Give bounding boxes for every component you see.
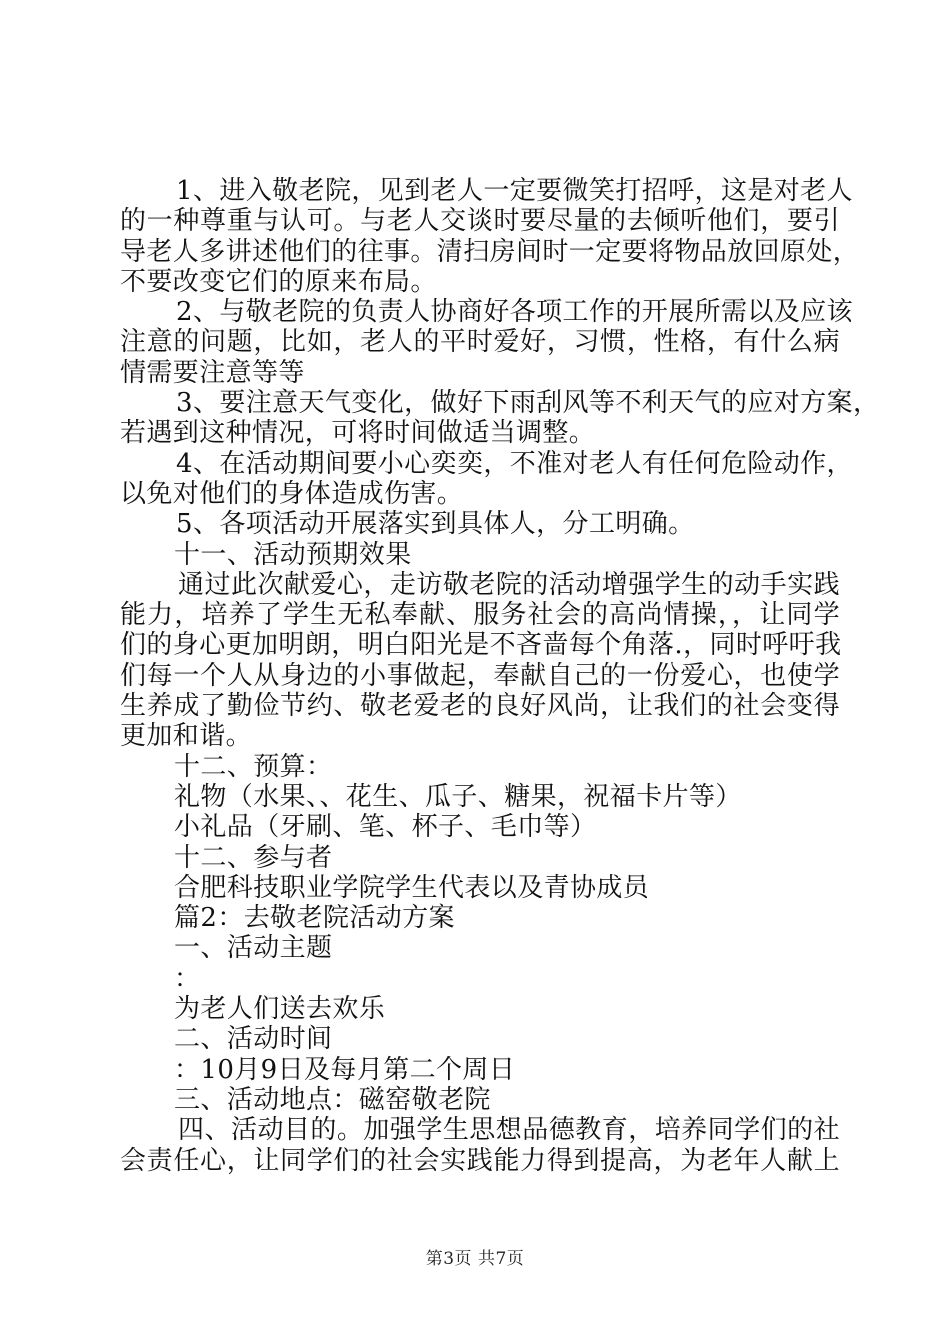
section-heading: 十二、参与者 [174,842,333,873]
text-line: 更加和谐。 [120,721,253,752]
text-line: ： [174,963,201,994]
section-heading: 三、活动地点：磁窑敬老院 [174,1084,491,1115]
text-line: 4、在活动期间要小心奕奕，不准对老人有任何危险动作， [176,448,853,479]
text-line: 导老人多讲述他们的往事。清扫房间时一定要将物品放回原处， [120,236,860,267]
text-line: ：10月9日及每月第二个周日 [174,1054,516,1085]
text-line: 为老人们送去欢乐 [174,994,386,1025]
text-line: 礼物（水果、、花生、瓜子、糖果，祝福卡片等） [174,781,742,812]
text-line: 5、各项活动开展落实到具体人，分工明确。 [176,509,695,540]
text-line: 会责任心，让同学们的社会实践能力得到提高，为老年人献上 [120,1145,840,1176]
text-line: 若遇到这种情况，可将时间做适当调整。 [120,418,596,449]
article-heading: 篇2：去敬老院活动方案 [174,903,455,934]
text-line: 3、要注意天气变化，做好下雨刮风等不利天气的应对方案， [176,388,880,419]
text-line: 能力，培养了学生无私奉献、服务社会的高尚情操，，让同学 [120,600,840,631]
section-heading: 二、活动时间 [174,1024,333,1055]
text-line: 生养成了勤俭节约、敬老爱老的良好风尚，让我们的社会变得 [120,691,840,722]
section-heading: 十一、活动预期效果 [174,539,412,570]
text-line: 注意的问题，比如，老人的平时爱好，习惯，性格，有什么病 [120,327,840,358]
text-line: 合肥科技职业学院学生代表以及青协成员 [174,872,650,903]
text-line: 的一种尊重与认可。与老人交谈时要尽量的去倾听他们，要引 [120,206,840,237]
text-line: 们每一个人从身边的小事做起，奉献自己的一份爱心，也使学 [120,660,840,691]
text-line: 通过此次献爱心，走访敬老院的活动增强学生的动手实践 [178,569,840,600]
text-line: 2、与敬老院的负责人协商好各项工作的开展所需以及应该 [176,297,853,328]
text-line: 们的身心更加明朗，明白阳光是不吝啬每个角落.，同时呼吁我 [120,630,842,661]
text-line: 小礼品（牙刷、笔、杯子、毛巾等） [174,812,597,843]
section-heading: 一、活动主题 [174,933,333,964]
text-line: 情需要注意等等 [120,357,305,388]
section-heading: 十二、预算： [174,751,333,782]
text-line: 不要改变它们的原来布局。 [120,266,437,297]
text-line: 以免对他们的身体造成伤害。 [120,478,464,509]
body-text [120,176,880,1176]
page-footer: 第3页 共7页 [425,1249,525,1269]
text-line: 四、活动目的。加强学生思想品德教育，培养同学们的社 [178,1115,840,1146]
text-line: 1、进入敬老院，见到老人一定要微笑打招呼，这是对老人 [176,176,853,206]
